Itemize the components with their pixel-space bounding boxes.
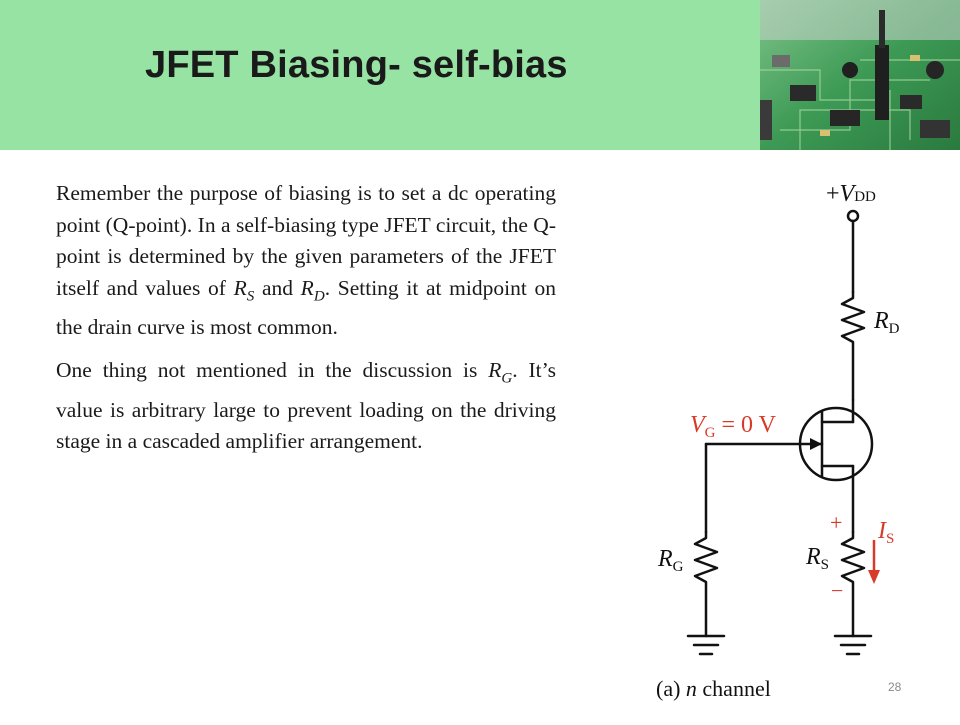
circuit-diagram: [600, 160, 940, 720]
circuit-board-photo: [760, 0, 960, 150]
p2-text-a: One thing not mentioned in the discussion is: [56, 357, 489, 382]
vg-label: $V_G = 0$ V: [690, 412, 776, 441]
rs-minus-sign: −: [831, 578, 844, 603]
rd-label: $R_D$: [874, 308, 900, 337]
rg-resistor: [695, 532, 717, 636]
current-arrow-icon: [868, 540, 880, 584]
body-text: [56, 178, 556, 469]
rs-plus-sign: +: [830, 510, 843, 535]
rd-symbol: R: [300, 275, 314, 300]
page-number: 28: [888, 680, 902, 694]
vdd-terminal: [848, 211, 858, 221]
circuit-caption: (a) n channel: [656, 676, 771, 701]
rs-symbol: R: [233, 275, 247, 300]
rd-resistor: [842, 292, 864, 400]
vdd-label: +VDD: [826, 181, 876, 207]
ground-right-icon: [835, 636, 871, 654]
rs-subscript: S: [246, 287, 255, 304]
gate-arrow-icon: [810, 438, 822, 450]
p1-and: and: [254, 275, 301, 300]
paragraph-biasing-purpose: [56, 178, 556, 344]
ground-left-icon: [688, 636, 724, 654]
p1-text-b: . Setting it at midpoint on the drain curve is most common.: [56, 275, 556, 340]
rg-symbol: R: [488, 357, 502, 382]
jfet-self-bias-circuit: [600, 160, 940, 720]
circuit-board-image: [760, 0, 960, 150]
rd-subscript: D: [313, 287, 325, 304]
rs-label: $R_S$: [806, 544, 830, 573]
rg-label: $R_G$: [658, 546, 684, 575]
p2-text-b: . It’s value is arbitrary large to prevent loading on the driving stage in a cascaded amplifier arrangement.: [56, 357, 556, 454]
p1-text-a: Remember the purpose of biasing is to set a dc operating point (Q-point). In a self-biasing type JFET circuit, the Q-point is determined by the given parameters of the JFET itself and values of: [56, 181, 556, 300]
rg-subscript: G: [501, 370, 513, 387]
rs-resistor: [842, 532, 864, 636]
slide-title: JFET Biasing- self-bias: [145, 44, 568, 86]
is-label: $I_S$: [878, 518, 895, 547]
paragraph-rg-note: [56, 355, 556, 458]
